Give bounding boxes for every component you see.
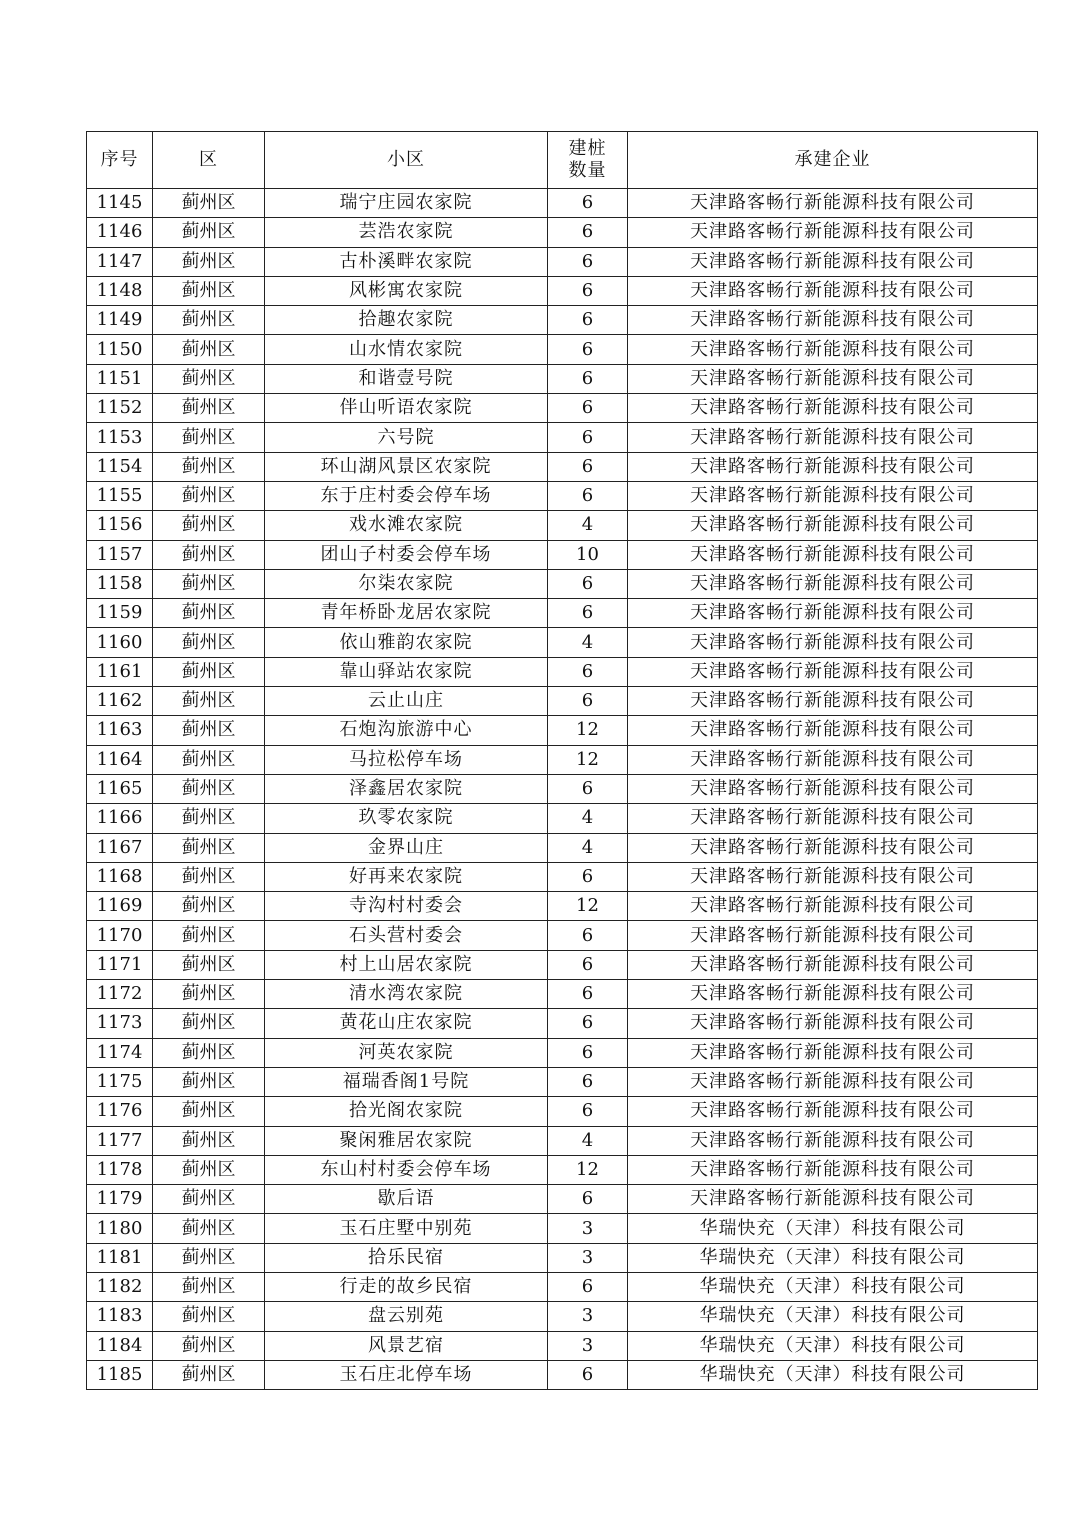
serial-cell: 1176: [87, 1097, 153, 1126]
serial-cell: 1151: [87, 364, 153, 393]
table-row: [87, 1214, 1038, 1243]
district-cell: 蓟州区: [153, 1302, 265, 1331]
charging-pile-table-page: [86, 131, 1037, 1390]
community-cell: 聚闲雅居农家院: [265, 1126, 548, 1155]
pile-count-cell: 6: [548, 452, 628, 481]
table-row: [87, 774, 1038, 803]
serial-cell: 1154: [87, 452, 153, 481]
district-cell: 蓟州区: [153, 394, 265, 423]
district-cell: 蓟州区: [153, 1038, 265, 1067]
pile-count-cell: 3: [548, 1302, 628, 1331]
contractor-cell: 天津路客畅行新能源科技有限公司: [628, 1185, 1038, 1214]
serial-cell: 1146: [87, 218, 153, 247]
contractor-cell: 天津路客畅行新能源科技有限公司: [628, 189, 1038, 218]
contractor-cell: 天津路客畅行新能源科技有限公司: [628, 950, 1038, 979]
table-row: [87, 1185, 1038, 1214]
serial-cell: 1182: [87, 1272, 153, 1301]
serial-cell: 1183: [87, 1302, 153, 1331]
district-cell: 蓟州区: [153, 335, 265, 364]
serial-cell: 1164: [87, 745, 153, 774]
pile-count-cell: 6: [548, 1360, 628, 1389]
serial-cell: 1162: [87, 687, 153, 716]
serial-cell: 1170: [87, 921, 153, 950]
district-cell: 蓟州区: [153, 276, 265, 305]
district-cell: 蓟州区: [153, 716, 265, 745]
table-row: [87, 394, 1038, 423]
district-cell: 蓟州区: [153, 1331, 265, 1360]
district-cell: 蓟州区: [153, 569, 265, 598]
contractor-cell: 天津路客畅行新能源科技有限公司: [628, 569, 1038, 598]
pile-count-cell: 6: [548, 1185, 628, 1214]
contractor-cell: 华瑞快充（天津）科技有限公司: [628, 1302, 1038, 1331]
serial-cell: 1179: [87, 1185, 153, 1214]
contractor-cell: 天津路客畅行新能源科技有限公司: [628, 1155, 1038, 1184]
pile-count-cell: 4: [548, 628, 628, 657]
contractor-cell: 天津路客畅行新能源科技有限公司: [628, 774, 1038, 803]
district-cell: 蓟州区: [153, 1272, 265, 1301]
table-row: [87, 921, 1038, 950]
table-row: [87, 1302, 1038, 1331]
community-cell: 黄花山庄农家院: [265, 1009, 548, 1038]
community-cell: 玉石庄北停车场: [265, 1360, 548, 1389]
contractor-cell: 天津路客畅行新能源科技有限公司: [628, 423, 1038, 452]
community-cell: 行走的故乡民宿: [265, 1272, 548, 1301]
community-cell: 河英农家院: [265, 1038, 548, 1067]
table-row: [87, 862, 1038, 891]
table-row: [87, 1243, 1038, 1272]
table-row: [87, 599, 1038, 628]
district-cell: 蓟州区: [153, 892, 265, 921]
community-cell: 风景艺宿: [265, 1331, 548, 1360]
district-cell: 蓟州区: [153, 1155, 265, 1184]
district-cell: 蓟州区: [153, 1185, 265, 1214]
pile-count-cell: 6: [548, 247, 628, 276]
contractor-cell: 天津路客畅行新能源科技有限公司: [628, 1009, 1038, 1038]
pile-count-cell: 6: [548, 394, 628, 423]
contractor-cell: 华瑞快充（天津）科技有限公司: [628, 1331, 1038, 1360]
contractor-cell: 天津路客畅行新能源科技有限公司: [628, 745, 1038, 774]
table-row: [87, 804, 1038, 833]
contractor-cell: 天津路客畅行新能源科技有限公司: [628, 306, 1038, 335]
community-cell: 清水湾农家院: [265, 980, 548, 1009]
district-cell: 蓟州区: [153, 511, 265, 540]
contractor-cell: 华瑞快充（天津）科技有限公司: [628, 1243, 1038, 1272]
community-cell: 和谐壹号院: [265, 364, 548, 393]
pile-count-cell: 6: [548, 1038, 628, 1067]
table-row: [87, 540, 1038, 569]
community-cell: 依山雅韵农家院: [265, 628, 548, 657]
pile-count-cell: 6: [548, 335, 628, 364]
pile-count-cell: 6: [548, 687, 628, 716]
contractor-cell: 天津路客畅行新能源科技有限公司: [628, 276, 1038, 305]
table-row: [87, 452, 1038, 481]
contractor-cell: 天津路客畅行新能源科技有限公司: [628, 716, 1038, 745]
contractor-cell: 华瑞快充（天津）科技有限公司: [628, 1214, 1038, 1243]
district-cell: 蓟州区: [153, 1097, 265, 1126]
pile-count-cell: 10: [548, 540, 628, 569]
district-cell: 蓟州区: [153, 218, 265, 247]
serial-cell: 1184: [87, 1331, 153, 1360]
community-cell: 金界山庄: [265, 833, 548, 862]
pile-count-cell: 12: [548, 1155, 628, 1184]
district-cell: 蓟州区: [153, 950, 265, 979]
district-cell: 蓟州区: [153, 745, 265, 774]
serial-cell: 1163: [87, 716, 153, 745]
contractor-cell: 天津路客畅行新能源科技有限公司: [628, 511, 1038, 540]
table-row: [87, 1067, 1038, 1096]
district-cell: 蓟州区: [153, 804, 265, 833]
pile-count-cell: 6: [548, 1009, 628, 1038]
serial-cell: 1174: [87, 1038, 153, 1067]
contractor-cell: 天津路客畅行新能源科技有限公司: [628, 481, 1038, 510]
pile-count-cell: 6: [548, 1272, 628, 1301]
serial-cell: 1157: [87, 540, 153, 569]
pile-count-cell: 6: [548, 481, 628, 510]
contractor-cell: 天津路客畅行新能源科技有限公司: [628, 833, 1038, 862]
contractor-cell: 天津路客畅行新能源科技有限公司: [628, 921, 1038, 950]
district-cell: 蓟州区: [153, 1243, 265, 1272]
table-row: [87, 481, 1038, 510]
table-row: [87, 423, 1038, 452]
table-row: [87, 1126, 1038, 1155]
district-cell: 蓟州区: [153, 247, 265, 276]
header-community: 小区: [265, 132, 548, 189]
community-cell: 村上山居农家院: [265, 950, 548, 979]
community-cell: 玖零农家院: [265, 804, 548, 833]
serial-cell: 1155: [87, 481, 153, 510]
community-cell: 玉石庄墅中别苑: [265, 1214, 548, 1243]
community-cell: 好再来农家院: [265, 862, 548, 891]
header-district: 区: [153, 132, 265, 189]
contractor-cell: 天津路客畅行新能源科技有限公司: [628, 1067, 1038, 1096]
district-cell: 蓟州区: [153, 1126, 265, 1155]
serial-cell: 1165: [87, 774, 153, 803]
pile-count-cell: 6: [548, 599, 628, 628]
pile-count-cell: 3: [548, 1214, 628, 1243]
serial-cell: 1181: [87, 1243, 153, 1272]
table-row: [87, 1272, 1038, 1301]
serial-cell: 1156: [87, 511, 153, 540]
contractor-cell: 天津路客畅行新能源科技有限公司: [628, 687, 1038, 716]
serial-cell: 1145: [87, 189, 153, 218]
header-pile-count: 建桩 数量: [548, 132, 628, 189]
community-cell: 尔柒农家院: [265, 569, 548, 598]
contractor-cell: 天津路客畅行新能源科技有限公司: [628, 335, 1038, 364]
header-serial-number: 序号: [87, 132, 153, 189]
community-cell: 福瑞香阁1号院: [265, 1067, 548, 1096]
district-cell: 蓟州区: [153, 481, 265, 510]
district-cell: 蓟州区: [153, 1067, 265, 1096]
serial-cell: 1173: [87, 1009, 153, 1038]
community-cell: 戏水滩农家院: [265, 511, 548, 540]
serial-cell: 1161: [87, 657, 153, 686]
pile-count-cell: 4: [548, 804, 628, 833]
contractor-cell: 天津路客畅行新能源科技有限公司: [628, 628, 1038, 657]
community-cell: 山水情农家院: [265, 335, 548, 364]
pile-count-cell: 6: [548, 569, 628, 598]
district-cell: 蓟州区: [153, 423, 265, 452]
serial-cell: 1172: [87, 980, 153, 1009]
header-contractor: 承建企业: [628, 132, 1038, 189]
serial-cell: 1168: [87, 862, 153, 891]
contractor-cell: 天津路客畅行新能源科技有限公司: [628, 540, 1038, 569]
serial-cell: 1169: [87, 892, 153, 921]
pile-count-cell: 4: [548, 833, 628, 862]
community-cell: 瑞宁庄园农家院: [265, 189, 548, 218]
community-cell: 马拉松停车场: [265, 745, 548, 774]
pile-count-cell: 6: [548, 1067, 628, 1096]
table-row: [87, 980, 1038, 1009]
community-cell: 伴山听语农家院: [265, 394, 548, 423]
contractor-cell: 天津路客畅行新能源科技有限公司: [628, 452, 1038, 481]
community-cell: 云止山庄: [265, 687, 548, 716]
serial-cell: 1150: [87, 335, 153, 364]
community-cell: 石头营村委会: [265, 921, 548, 950]
table-row: [87, 306, 1038, 335]
contractor-cell: 华瑞快充（天津）科技有限公司: [628, 1272, 1038, 1301]
serial-cell: 1147: [87, 247, 153, 276]
contractor-cell: 华瑞快充（天津）科技有限公司: [628, 1360, 1038, 1389]
contractor-cell: 天津路客畅行新能源科技有限公司: [628, 657, 1038, 686]
district-cell: 蓟州区: [153, 657, 265, 686]
district-cell: 蓟州区: [153, 628, 265, 657]
community-cell: 寺沟村村委会: [265, 892, 548, 921]
district-cell: 蓟州区: [153, 540, 265, 569]
pile-count-cell: 6: [548, 862, 628, 891]
district-cell: 蓟州区: [153, 452, 265, 481]
serial-cell: 1171: [87, 950, 153, 979]
table-row: [87, 1155, 1038, 1184]
contractor-cell: 天津路客畅行新能源科技有限公司: [628, 980, 1038, 1009]
district-cell: 蓟州区: [153, 833, 265, 862]
pile-count-cell: 4: [548, 511, 628, 540]
contractor-cell: 天津路客畅行新能源科技有限公司: [628, 1097, 1038, 1126]
table-row: [87, 1009, 1038, 1038]
pile-count-cell: 12: [548, 745, 628, 774]
serial-cell: 1167: [87, 833, 153, 862]
serial-cell: 1152: [87, 394, 153, 423]
pile-count-cell: 12: [548, 716, 628, 745]
table-row: [87, 628, 1038, 657]
table-row: [87, 833, 1038, 862]
serial-cell: 1180: [87, 1214, 153, 1243]
community-cell: 六号院: [265, 423, 548, 452]
pile-count-cell: 4: [548, 1126, 628, 1155]
pile-count-cell: 6: [548, 423, 628, 452]
table-row: [87, 1097, 1038, 1126]
table-body: [87, 189, 1038, 1390]
contractor-cell: 天津路客畅行新能源科技有限公司: [628, 247, 1038, 276]
table-row: [87, 657, 1038, 686]
contractor-cell: 天津路客畅行新能源科技有限公司: [628, 862, 1038, 891]
district-cell: 蓟州区: [153, 774, 265, 803]
pile-count-cell: 6: [548, 364, 628, 393]
community-cell: 泽鑫居农家院: [265, 774, 548, 803]
community-cell: 拾光阁农家院: [265, 1097, 548, 1126]
contractor-cell: 天津路客畅行新能源科技有限公司: [628, 1126, 1038, 1155]
table-row: [87, 950, 1038, 979]
table-row: [87, 1360, 1038, 1389]
pile-count-cell: 12: [548, 892, 628, 921]
pile-count-cell: 6: [548, 276, 628, 305]
table-row: [87, 511, 1038, 540]
contractor-cell: 天津路客畅行新能源科技有限公司: [628, 218, 1038, 247]
charging-pile-table: [86, 131, 1038, 1390]
table-header-row: [87, 132, 1038, 189]
community-cell: 拾趣农家院: [265, 306, 548, 335]
community-cell: 青年桥卧龙居农家院: [265, 599, 548, 628]
table-row: [87, 1038, 1038, 1067]
serial-cell: 1185: [87, 1360, 153, 1389]
community-cell: 风彬寓农家院: [265, 276, 548, 305]
district-cell: 蓟州区: [153, 364, 265, 393]
serial-cell: 1175: [87, 1067, 153, 1096]
table-row: [87, 892, 1038, 921]
pile-count-cell: 6: [548, 657, 628, 686]
district-cell: 蓟州区: [153, 1214, 265, 1243]
contractor-cell: 天津路客畅行新能源科技有限公司: [628, 804, 1038, 833]
table-row: [87, 189, 1038, 218]
community-cell: 靠山驿站农家院: [265, 657, 548, 686]
district-cell: 蓟州区: [153, 687, 265, 716]
community-cell: 盘云别苑: [265, 1302, 548, 1331]
community-cell: 东山村村委会停车场: [265, 1155, 548, 1184]
table-row: [87, 569, 1038, 598]
community-cell: 东于庄村委会停车场: [265, 481, 548, 510]
contractor-cell: 天津路客畅行新能源科技有限公司: [628, 599, 1038, 628]
district-cell: 蓟州区: [153, 1009, 265, 1038]
pile-count-cell: 6: [548, 774, 628, 803]
pile-count-cell: 6: [548, 950, 628, 979]
community-cell: 芸浩农家院: [265, 218, 548, 247]
district-cell: 蓟州区: [153, 306, 265, 335]
serial-cell: 1148: [87, 276, 153, 305]
serial-cell: 1158: [87, 569, 153, 598]
district-cell: 蓟州区: [153, 599, 265, 628]
serial-cell: 1149: [87, 306, 153, 335]
serial-cell: 1153: [87, 423, 153, 452]
district-cell: 蓟州区: [153, 189, 265, 218]
pile-count-cell: 3: [548, 1331, 628, 1360]
serial-cell: 1166: [87, 804, 153, 833]
pile-count-cell: 6: [548, 921, 628, 950]
district-cell: 蓟州区: [153, 980, 265, 1009]
pile-count-cell: 6: [548, 189, 628, 218]
contractor-cell: 天津路客畅行新能源科技有限公司: [628, 892, 1038, 921]
table-row: [87, 247, 1038, 276]
community-cell: 古朴溪畔农家院: [265, 247, 548, 276]
community-cell: 拾乐民宿: [265, 1243, 548, 1272]
community-cell: 团山子村委会停车场: [265, 540, 548, 569]
contractor-cell: 天津路客畅行新能源科技有限公司: [628, 394, 1038, 423]
district-cell: 蓟州区: [153, 862, 265, 891]
table-row: [87, 745, 1038, 774]
table-row: [87, 1331, 1038, 1360]
serial-cell: 1177: [87, 1126, 153, 1155]
contractor-cell: 天津路客畅行新能源科技有限公司: [628, 1038, 1038, 1067]
pile-count-cell: 6: [548, 306, 628, 335]
table-row: [87, 335, 1038, 364]
district-cell: 蓟州区: [153, 921, 265, 950]
district-cell: 蓟州区: [153, 1360, 265, 1389]
table-row: [87, 276, 1038, 305]
pile-count-cell: 6: [548, 980, 628, 1009]
serial-cell: 1160: [87, 628, 153, 657]
table-row: [87, 364, 1038, 393]
pile-count-cell: 6: [548, 1097, 628, 1126]
table-row: [87, 218, 1038, 247]
community-cell: 歇后语: [265, 1185, 548, 1214]
community-cell: 石炮沟旅游中心: [265, 716, 548, 745]
community-cell: 环山湖风景区农家院: [265, 452, 548, 481]
pile-count-cell: 3: [548, 1243, 628, 1272]
serial-cell: 1178: [87, 1155, 153, 1184]
serial-cell: 1159: [87, 599, 153, 628]
pile-count-cell: 6: [548, 218, 628, 247]
table-row: [87, 716, 1038, 745]
table-row: [87, 687, 1038, 716]
contractor-cell: 天津路客畅行新能源科技有限公司: [628, 364, 1038, 393]
